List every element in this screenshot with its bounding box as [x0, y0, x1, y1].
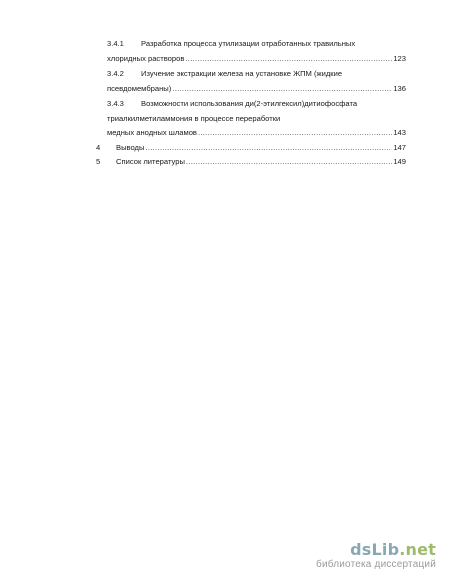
toc-page-number: 136	[393, 84, 406, 93]
toc-entry-title: псевдомембраны)	[107, 84, 172, 93]
logo-ds: ds	[350, 540, 372, 559]
toc-leader-dots	[186, 157, 392, 167]
dslib-watermark	[316, 541, 436, 571]
toc-entry-title: Выводы	[116, 143, 145, 152]
toc-leader-dots	[172, 84, 392, 94]
toc-leader-dots	[185, 54, 392, 64]
toc-entry-row[interactable]	[107, 128, 406, 138]
toc-entry-title: Изучение экстракции железа на установке ЖПМ (жидкие	[141, 69, 343, 78]
toc-entry-title: медных анодных шламов	[107, 128, 197, 137]
toc-entry-row[interactable]	[107, 54, 406, 64]
toc-entry-row[interactable]	[116, 157, 406, 167]
toc-entry-row[interactable]	[116, 143, 406, 153]
logo-lib: Lib	[371, 540, 400, 559]
logo-net: net	[405, 540, 436, 559]
toc-page-number: 123	[393, 54, 406, 63]
toc-page-number: 143	[393, 128, 406, 137]
logo-dot: .	[399, 540, 406, 559]
toc-entry-title: Список литературы	[116, 157, 185, 166]
toc-page-number: 147	[393, 143, 406, 152]
toc-entry-number: 5	[96, 157, 101, 166]
toc-entry-title: Разработка процесса утилизации отработанных травильных	[141, 39, 356, 48]
toc-entry-number: 4	[96, 143, 101, 152]
toc-entry-number: 3.4.3	[107, 99, 124, 108]
toc-entry-number: 3.4.1	[107, 39, 124, 48]
toc-entry-title: Возможности использования ди(2-этилгексил)дитиофосфата	[141, 99, 358, 108]
dslib-logo	[316, 541, 436, 559]
watermark-subtitle: библиотека диссертаций	[316, 559, 436, 570]
toc-entry-title: хлоридных растворов	[107, 54, 185, 63]
toc-page-number: 149	[393, 157, 406, 166]
toc-leader-dots	[198, 128, 392, 138]
toc-entry-row[interactable]	[107, 84, 406, 94]
toc-entry-title: триалкилметиламмония в процессе переработки	[107, 114, 281, 123]
toc-leader-dots	[145, 143, 392, 153]
toc-entry-number: 3.4.2	[107, 69, 124, 78]
